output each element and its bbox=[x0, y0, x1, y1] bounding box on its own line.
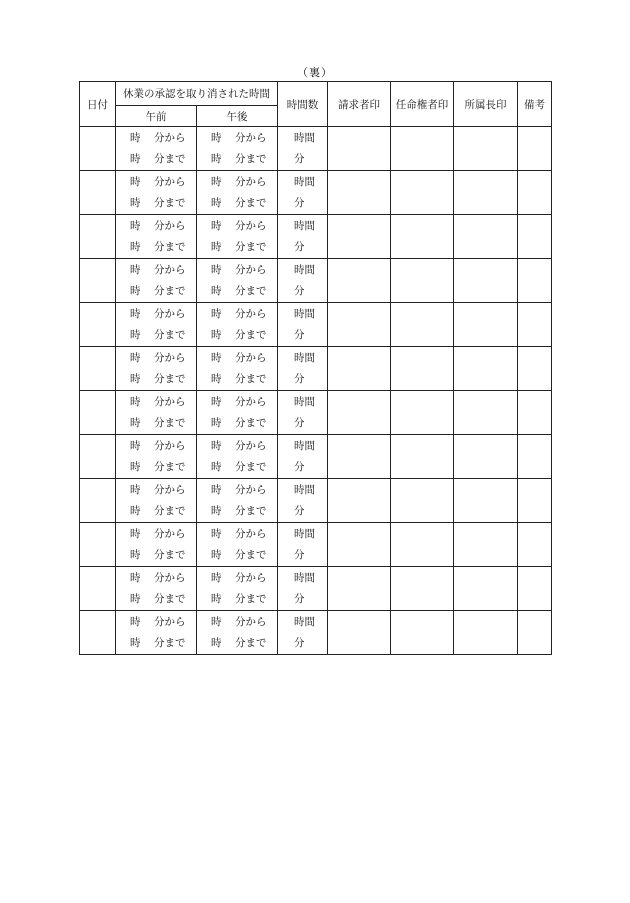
hour-label: 時 bbox=[211, 571, 222, 584]
header-appointer-seal: 任命権者印 bbox=[391, 82, 454, 127]
hour-label: 時 bbox=[130, 328, 141, 341]
requester-seal-cell[interactable] bbox=[328, 523, 391, 567]
pm-from-line bbox=[211, 260, 277, 281]
page-title: （裏） bbox=[297, 66, 333, 79]
header-cancelled-time: 休業の承認を取り消された時間 bbox=[116, 82, 278, 106]
pm-to-line bbox=[211, 545, 277, 566]
date-cell[interactable] bbox=[80, 171, 116, 215]
table-row bbox=[80, 523, 552, 567]
date-cell[interactable] bbox=[80, 611, 116, 655]
hour-label: 時 bbox=[211, 219, 222, 232]
requester-seal-cell[interactable] bbox=[328, 479, 391, 523]
am-from-line bbox=[130, 348, 196, 369]
hour-label: 時 bbox=[211, 395, 222, 408]
hour-label: 時 bbox=[211, 196, 222, 209]
hour-label: 時 bbox=[211, 240, 222, 253]
to-label: 分まで bbox=[235, 592, 267, 605]
date-cell[interactable] bbox=[80, 259, 116, 303]
duration-minutes-label: 分 bbox=[294, 328, 305, 341]
duration-minutes-label: 分 bbox=[294, 636, 305, 649]
hour-label: 時 bbox=[211, 460, 222, 473]
am-from-line bbox=[130, 480, 196, 501]
to-label: 分まで bbox=[154, 548, 186, 561]
am-to-line bbox=[130, 281, 196, 302]
hour-label: 時 bbox=[211, 351, 222, 364]
duration-hours-label: 時間 bbox=[294, 263, 315, 276]
duration-hours-label: 時間 bbox=[294, 351, 315, 364]
hour-label: 時 bbox=[211, 483, 222, 496]
from-label: 分から bbox=[154, 219, 186, 232]
appointer-seal-cell[interactable] bbox=[391, 523, 454, 567]
am-to-line bbox=[130, 325, 196, 346]
hour-label: 時 bbox=[130, 439, 141, 452]
pm-from-line bbox=[211, 436, 277, 457]
date-cell[interactable] bbox=[80, 391, 116, 435]
pm-to-line bbox=[211, 501, 277, 522]
pm-time-cell[interactable] bbox=[197, 435, 278, 479]
from-label: 分から bbox=[235, 263, 267, 276]
to-label: 分まで bbox=[235, 372, 267, 385]
chief-seal-cell[interactable] bbox=[454, 127, 518, 171]
requester-seal-cell[interactable] bbox=[328, 127, 391, 171]
remarks-cell[interactable] bbox=[518, 391, 552, 435]
pm-time-cell[interactable] bbox=[197, 391, 278, 435]
hour-label: 時 bbox=[130, 636, 141, 649]
hour-label: 時 bbox=[211, 615, 222, 628]
date-cell[interactable] bbox=[80, 567, 116, 611]
hour-label: 時 bbox=[130, 219, 141, 232]
from-label: 分から bbox=[235, 527, 267, 540]
duration-minutes-label: 分 bbox=[294, 152, 305, 165]
remarks-cell[interactable] bbox=[518, 435, 552, 479]
from-label: 分から bbox=[235, 395, 267, 408]
am-time-cell[interactable] bbox=[116, 567, 197, 611]
am-time-cell[interactable] bbox=[116, 127, 197, 171]
pm-from-line bbox=[211, 128, 277, 149]
chief-seal-cell[interactable] bbox=[454, 303, 518, 347]
pm-to-line bbox=[211, 633, 277, 654]
remarks-cell[interactable] bbox=[518, 127, 552, 171]
duration-minutes-label: 分 bbox=[294, 240, 305, 253]
hour-label: 時 bbox=[130, 284, 141, 297]
duration-minutes-label: 分 bbox=[294, 196, 305, 209]
pm-time-cell[interactable] bbox=[197, 259, 278, 303]
header-duration: 時間数 bbox=[278, 82, 328, 127]
from-label: 分から bbox=[235, 307, 267, 320]
from-label: 分から bbox=[235, 351, 267, 364]
to-label: 分まで bbox=[154, 460, 186, 473]
hour-label: 時 bbox=[211, 284, 222, 297]
to-label: 分まで bbox=[235, 504, 267, 517]
from-label: 分から bbox=[154, 351, 186, 364]
to-label: 分まで bbox=[235, 328, 267, 341]
hour-label: 時 bbox=[211, 372, 222, 385]
appointer-seal-cell[interactable] bbox=[391, 171, 454, 215]
from-label: 分から bbox=[154, 615, 186, 628]
requester-seal-cell[interactable] bbox=[328, 567, 391, 611]
duration-minutes-label: 分 bbox=[294, 284, 305, 297]
hour-label: 時 bbox=[130, 395, 141, 408]
pm-to-line bbox=[211, 369, 277, 390]
pm-time-cell[interactable] bbox=[197, 523, 278, 567]
remarks-cell[interactable] bbox=[518, 215, 552, 259]
from-label: 分から bbox=[154, 263, 186, 276]
to-label: 分まで bbox=[154, 152, 186, 165]
from-label: 分から bbox=[235, 131, 267, 144]
from-label: 分から bbox=[235, 439, 267, 452]
duration-minutes-label: 分 bbox=[294, 416, 305, 429]
hour-label: 時 bbox=[211, 439, 222, 452]
duration-minutes-label: 分 bbox=[294, 460, 305, 473]
duration-cell[interactable] bbox=[278, 523, 328, 567]
table-row bbox=[80, 567, 552, 611]
date-cell[interactable] bbox=[80, 215, 116, 259]
am-from-line bbox=[130, 172, 196, 193]
duration-hours-label: 時間 bbox=[294, 219, 315, 232]
duration-minutes-label: 分 bbox=[294, 592, 305, 605]
table-body bbox=[80, 127, 552, 655]
hour-label: 時 bbox=[211, 504, 222, 517]
hour-label: 時 bbox=[211, 152, 222, 165]
requester-seal-cell[interactable] bbox=[328, 171, 391, 215]
to-label: 分まで bbox=[235, 240, 267, 253]
chief-seal-cell[interactable] bbox=[454, 479, 518, 523]
to-label: 分まで bbox=[154, 504, 186, 517]
duration-minutes-label: 分 bbox=[294, 504, 305, 517]
duration-hours-label: 時間 bbox=[294, 307, 315, 320]
hour-label: 時 bbox=[211, 175, 222, 188]
am-from-line bbox=[130, 304, 196, 325]
appointer-seal-cell[interactable] bbox=[391, 611, 454, 655]
pm-to-line bbox=[211, 589, 277, 610]
am-from-line bbox=[130, 436, 196, 457]
am-time-cell[interactable] bbox=[116, 611, 197, 655]
am-from-line bbox=[130, 392, 196, 413]
to-label: 分まで bbox=[235, 460, 267, 473]
pm-to-line bbox=[211, 193, 277, 214]
am-to-line bbox=[130, 633, 196, 654]
to-label: 分まで bbox=[154, 196, 186, 209]
am-time-cell[interactable] bbox=[116, 303, 197, 347]
hour-label: 時 bbox=[211, 131, 222, 144]
am-time-cell[interactable] bbox=[116, 259, 197, 303]
remarks-cell[interactable] bbox=[518, 523, 552, 567]
from-label: 分から bbox=[235, 219, 267, 232]
pm-from-line bbox=[211, 524, 277, 545]
appointer-seal-cell[interactable] bbox=[391, 259, 454, 303]
hour-label: 時 bbox=[130, 416, 141, 429]
from-label: 分から bbox=[235, 175, 267, 188]
am-time-cell[interactable] bbox=[116, 523, 197, 567]
duration-cell[interactable] bbox=[278, 303, 328, 347]
from-label: 分から bbox=[235, 615, 267, 628]
from-label: 分から bbox=[154, 307, 186, 320]
table-row bbox=[80, 435, 552, 479]
from-label: 分から bbox=[154, 439, 186, 452]
requester-seal-cell[interactable] bbox=[328, 303, 391, 347]
header-am: 午前 bbox=[116, 106, 197, 127]
pm-time-cell[interactable] bbox=[197, 611, 278, 655]
hour-label: 時 bbox=[130, 571, 141, 584]
pm-time-cell[interactable] bbox=[197, 303, 278, 347]
am-from-line bbox=[130, 128, 196, 149]
appointer-seal-cell[interactable] bbox=[391, 567, 454, 611]
pm-to-line bbox=[211, 149, 277, 170]
header-pm: 午後 bbox=[197, 106, 278, 127]
hour-label: 時 bbox=[211, 636, 222, 649]
requester-seal-cell[interactable] bbox=[328, 435, 391, 479]
hour-label: 時 bbox=[130, 152, 141, 165]
pm-from-line bbox=[211, 480, 277, 501]
duration-cell[interactable] bbox=[278, 127, 328, 171]
hour-label: 時 bbox=[211, 548, 222, 561]
hour-label: 時 bbox=[130, 263, 141, 276]
chief-seal-cell[interactable] bbox=[454, 347, 518, 391]
am-to-line bbox=[130, 193, 196, 214]
hour-label: 時 bbox=[211, 263, 222, 276]
duration-hours-label: 時間 bbox=[294, 131, 315, 144]
duration-cell[interactable] bbox=[278, 479, 328, 523]
duration-minutes-label: 分 bbox=[294, 548, 305, 561]
from-label: 分から bbox=[154, 131, 186, 144]
am-time-cell[interactable] bbox=[116, 391, 197, 435]
from-label: 分から bbox=[154, 175, 186, 188]
table-row bbox=[80, 215, 552, 259]
date-cell[interactable] bbox=[80, 479, 116, 523]
pm-from-line bbox=[211, 172, 277, 193]
duration-cell[interactable] bbox=[278, 391, 328, 435]
pm-from-line bbox=[211, 612, 277, 633]
pm-time-cell[interactable] bbox=[197, 567, 278, 611]
duration-cell[interactable] bbox=[278, 259, 328, 303]
table-row bbox=[80, 303, 552, 347]
am-to-line bbox=[130, 237, 196, 258]
pm-to-line bbox=[211, 237, 277, 258]
pm-from-line bbox=[211, 304, 277, 325]
date-cell[interactable] bbox=[80, 127, 116, 171]
from-label: 分から bbox=[154, 483, 186, 496]
remarks-cell[interactable] bbox=[518, 611, 552, 655]
hour-label: 時 bbox=[130, 351, 141, 364]
duration-minutes-label: 分 bbox=[294, 372, 305, 385]
appointer-seal-cell[interactable] bbox=[391, 391, 454, 435]
table-row bbox=[80, 479, 552, 523]
header-chief-seal: 所属長印 bbox=[454, 82, 518, 127]
requester-seal-cell[interactable] bbox=[328, 391, 391, 435]
remarks-cell[interactable] bbox=[518, 567, 552, 611]
am-to-line bbox=[130, 545, 196, 566]
requester-seal-cell[interactable] bbox=[328, 259, 391, 303]
hour-label: 時 bbox=[130, 307, 141, 320]
hour-label: 時 bbox=[130, 592, 141, 605]
duration-cell[interactable] bbox=[278, 435, 328, 479]
chief-seal-cell[interactable] bbox=[454, 567, 518, 611]
am-to-line bbox=[130, 413, 196, 434]
table-row bbox=[80, 171, 552, 215]
to-label: 分まで bbox=[235, 548, 267, 561]
from-label: 分から bbox=[154, 571, 186, 584]
am-from-line bbox=[130, 216, 196, 237]
am-time-cell[interactable] bbox=[116, 435, 197, 479]
duration-hours-label: 時間 bbox=[294, 571, 315, 584]
table-row bbox=[80, 611, 552, 655]
am-to-line bbox=[130, 501, 196, 522]
am-from-line bbox=[130, 612, 196, 633]
to-label: 分まで bbox=[235, 416, 267, 429]
duration-hours-label: 時間 bbox=[294, 395, 315, 408]
pm-time-cell[interactable] bbox=[197, 479, 278, 523]
hour-label: 時 bbox=[211, 307, 222, 320]
from-label: 分から bbox=[235, 571, 267, 584]
am-to-line bbox=[130, 369, 196, 390]
date-cell[interactable] bbox=[80, 523, 116, 567]
remarks-cell[interactable] bbox=[518, 171, 552, 215]
chief-seal-cell[interactable] bbox=[454, 391, 518, 435]
chief-seal-cell[interactable] bbox=[454, 259, 518, 303]
time-cancellation-table bbox=[79, 81, 552, 655]
table-row bbox=[80, 127, 552, 171]
date-cell[interactable] bbox=[80, 347, 116, 391]
hour-label: 時 bbox=[211, 592, 222, 605]
pm-time-cell[interactable] bbox=[197, 347, 278, 391]
am-to-line bbox=[130, 589, 196, 610]
hour-label: 時 bbox=[130, 460, 141, 473]
am-from-line bbox=[130, 524, 196, 545]
hour-label: 時 bbox=[130, 372, 141, 385]
to-label: 分まで bbox=[154, 240, 186, 253]
pm-from-line bbox=[211, 348, 277, 369]
hour-label: 時 bbox=[211, 527, 222, 540]
am-to-line bbox=[130, 149, 196, 170]
hour-label: 時 bbox=[130, 131, 141, 144]
requester-seal-cell[interactable] bbox=[328, 611, 391, 655]
pm-from-line bbox=[211, 568, 277, 589]
pm-to-line bbox=[211, 281, 277, 302]
hour-label: 時 bbox=[130, 527, 141, 540]
duration-hours-label: 時間 bbox=[294, 439, 315, 452]
am-from-line bbox=[130, 260, 196, 281]
duration-cell[interactable] bbox=[278, 171, 328, 215]
pm-time-cell[interactable] bbox=[197, 171, 278, 215]
remarks-cell[interactable] bbox=[518, 303, 552, 347]
header-remarks: 備考 bbox=[518, 82, 552, 127]
to-label: 分まで bbox=[154, 636, 186, 649]
chief-seal-cell[interactable] bbox=[454, 435, 518, 479]
remarks-cell[interactable] bbox=[518, 479, 552, 523]
requester-seal-cell[interactable] bbox=[328, 215, 391, 259]
requester-seal-cell[interactable] bbox=[328, 347, 391, 391]
to-label: 分まで bbox=[154, 328, 186, 341]
appointer-seal-cell[interactable] bbox=[391, 435, 454, 479]
duration-hours-label: 時間 bbox=[294, 615, 315, 628]
duration-hours-label: 時間 bbox=[294, 527, 315, 540]
to-label: 分まで bbox=[235, 152, 267, 165]
hour-label: 時 bbox=[130, 196, 141, 209]
remarks-cell[interactable] bbox=[518, 347, 552, 391]
to-label: 分まで bbox=[235, 636, 267, 649]
duration-hours-label: 時間 bbox=[294, 483, 315, 496]
hour-label: 時 bbox=[130, 615, 141, 628]
to-label: 分まで bbox=[154, 416, 186, 429]
chief-seal-cell[interactable] bbox=[454, 215, 518, 259]
table-row bbox=[80, 259, 552, 303]
chief-seal-cell[interactable] bbox=[454, 611, 518, 655]
pm-time-cell[interactable] bbox=[197, 215, 278, 259]
duration-cell[interactable] bbox=[278, 347, 328, 391]
appointer-seal-cell[interactable] bbox=[391, 479, 454, 523]
to-label: 分まで bbox=[235, 284, 267, 297]
table-row bbox=[80, 347, 552, 391]
table-row bbox=[80, 391, 552, 435]
date-cell[interactable] bbox=[80, 303, 116, 347]
appointer-seal-cell[interactable] bbox=[391, 127, 454, 171]
pm-to-line bbox=[211, 325, 277, 346]
hour-label: 時 bbox=[130, 175, 141, 188]
am-from-line bbox=[130, 568, 196, 589]
to-label: 分まで bbox=[154, 372, 186, 385]
duration-cell[interactable] bbox=[278, 567, 328, 611]
header-date: 日付 bbox=[80, 82, 116, 127]
pm-time-cell[interactable] bbox=[197, 127, 278, 171]
duration-cell[interactable] bbox=[278, 611, 328, 655]
chief-seal-cell[interactable] bbox=[454, 171, 518, 215]
header-requester-seal: 請求者印 bbox=[328, 82, 391, 127]
to-label: 分まで bbox=[154, 284, 186, 297]
pm-to-line bbox=[211, 457, 277, 478]
appointer-seal-cell[interactable] bbox=[391, 347, 454, 391]
pm-from-line bbox=[211, 216, 277, 237]
from-label: 分から bbox=[235, 483, 267, 496]
duration-hours-label: 時間 bbox=[294, 175, 315, 188]
hour-label: 時 bbox=[130, 548, 141, 561]
to-label: 分まで bbox=[235, 196, 267, 209]
pm-from-line bbox=[211, 392, 277, 413]
remarks-cell[interactable] bbox=[518, 259, 552, 303]
hour-label: 時 bbox=[130, 240, 141, 253]
duration-cell[interactable] bbox=[278, 215, 328, 259]
am-to-line bbox=[130, 457, 196, 478]
hour-label: 時 bbox=[211, 416, 222, 429]
date-cell[interactable] bbox=[80, 435, 116, 479]
from-label: 分から bbox=[154, 395, 186, 408]
from-label: 分から bbox=[154, 527, 186, 540]
appointer-seal-cell[interactable] bbox=[391, 215, 454, 259]
am-time-cell[interactable] bbox=[116, 215, 197, 259]
am-time-cell[interactable] bbox=[116, 479, 197, 523]
hour-label: 時 bbox=[211, 328, 222, 341]
to-label: 分まで bbox=[154, 592, 186, 605]
am-time-cell[interactable] bbox=[116, 171, 197, 215]
pm-to-line bbox=[211, 413, 277, 434]
am-time-cell[interactable] bbox=[116, 347, 197, 391]
chief-seal-cell[interactable] bbox=[454, 523, 518, 567]
hour-label: 時 bbox=[130, 483, 141, 496]
appointer-seal-cell[interactable] bbox=[391, 303, 454, 347]
hour-label: 時 bbox=[130, 504, 141, 517]
